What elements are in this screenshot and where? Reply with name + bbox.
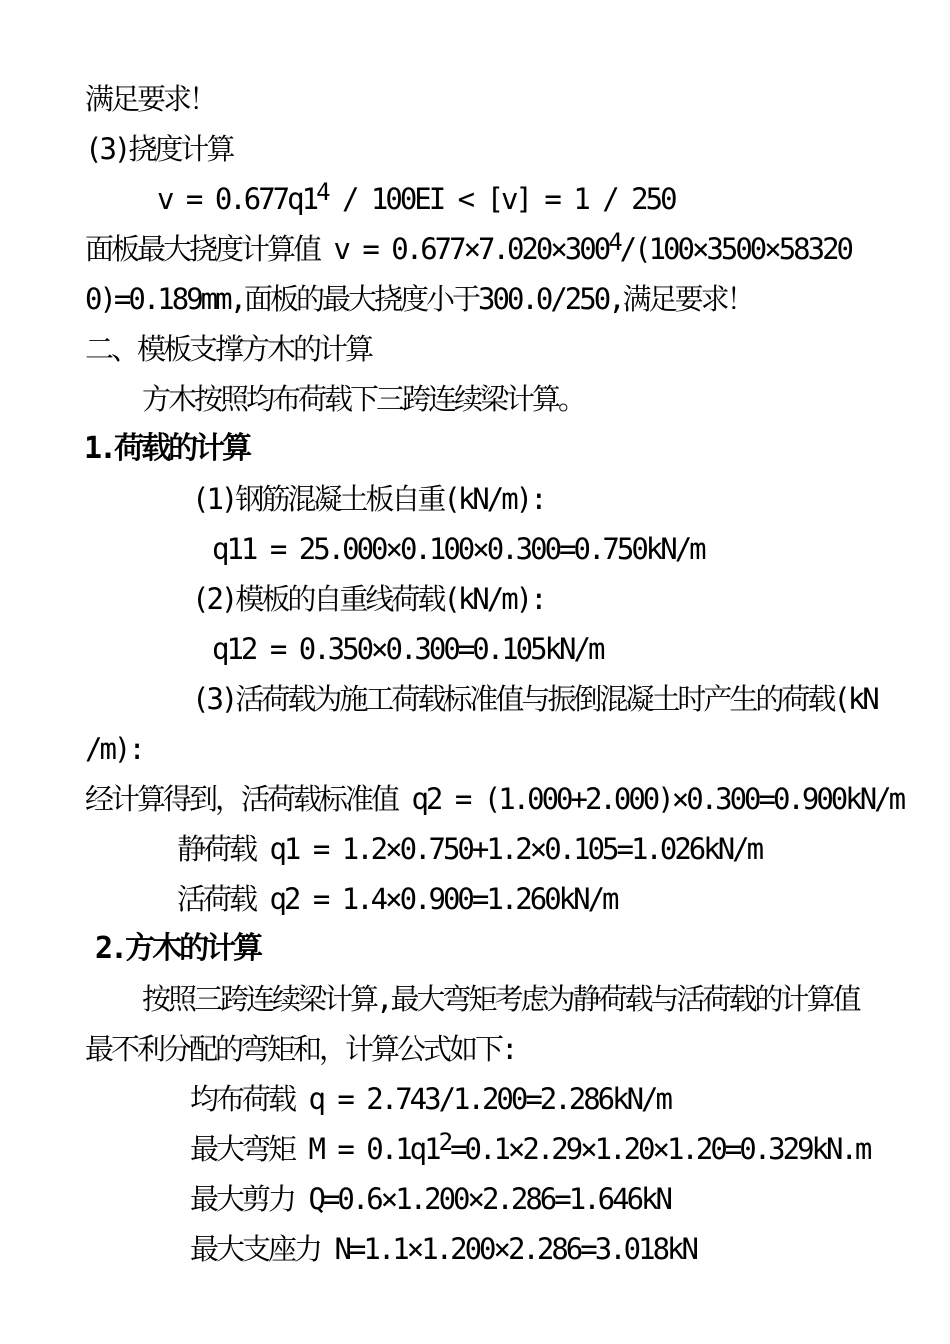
line-text: 2.方木的计算 (95, 931, 261, 966)
formula-dead-load-q1 (177, 834, 761, 864)
text-timber-beam-model (142, 384, 584, 414)
line-text: 方木按照均布荷载下三跨连续梁计算。 (142, 382, 585, 416)
formula-live-load-q2 (177, 884, 617, 914)
line-text: q11 = 25.000×0.100×0.300=0.750kN/m (212, 532, 704, 566)
formula-rest: =0.1×2.29×1.20×1.20=0.329kN.m (450, 1132, 870, 1166)
formula-live-load-standard (85, 784, 903, 814)
formula-max-moment (190, 1128, 870, 1166)
text-deflection-value-line2 (85, 284, 753, 314)
line-text: 最大剪力 Q=0.6×1.200×2.286=1.646kN (190, 1182, 670, 1216)
text-deflection-value-line1 (85, 228, 852, 266)
line-text: /m): (85, 732, 143, 766)
item-3-live-load-line1 (192, 684, 877, 714)
line-text: 二、模板支撑方木的计算 (85, 332, 372, 366)
line-text: 按照三跨连续梁计算,最大弯矩考虑为静荷载与活荷载的计算值 (142, 982, 859, 1016)
formula-max-support-force (190, 1234, 696, 1264)
formula-q11 (212, 534, 704, 564)
formula-uniform-load (190, 1084, 670, 1114)
text-three-span-line2 (85, 1034, 515, 1064)
heading-section2-timber-support (85, 334, 371, 364)
formula-rest: / 100EI < [v] = 1 / 250 (327, 182, 675, 216)
line-text: 均布荷载 q = 2.743/1.200=2.286kN/m (190, 1082, 670, 1116)
formula-rest: /(100×3500×58320 (619, 232, 852, 266)
line-text: (1)钢筋混凝土板自重(kN/m): (192, 482, 545, 516)
note-requirement-met (85, 84, 215, 114)
item-2-formwork-weight (192, 584, 545, 614)
line-text: 0)=0.189mm,面板的最大挠度小于300.0/250,满足要求！ (85, 282, 753, 316)
line-text: q12 = 0.350×0.300=0.105kN/m (212, 632, 603, 666)
line-text: 活荷载 q2 = 1.4×0.900=1.260kN/m (177, 882, 617, 916)
item-1-concrete-slab-weight (192, 484, 545, 514)
heading-deflection-calc (85, 134, 232, 164)
item-3-live-load-line2 (85, 734, 143, 764)
formula-base: v = 0.677q1 (157, 182, 317, 216)
superscript-exponent: 4 (608, 228, 620, 256)
formula-max-shear (190, 1184, 670, 1214)
line-text: 静荷载 q1 = 1.2×0.750+1.2×0.105=1.026kN/m (177, 832, 762, 866)
heading-2-timber-calc (95, 931, 261, 966)
line-text: 最大支座力 N=1.1×1.200×2.286=3.018kN (190, 1232, 696, 1266)
line-text: 1.荷载的计算 (84, 431, 250, 466)
superscript-exponent: 2 (438, 1128, 451, 1156)
line-text: (2)模板的自重线荷载(kN/m): (192, 582, 545, 616)
heading-1-load-calc (84, 431, 250, 466)
line-text: 经计算得到，活荷载标准值 q2 = (1.000+2.000)×0.300=0.900kN/m (85, 782, 904, 816)
formula-deflection-check (157, 178, 675, 216)
line-text: (3)活荷载为施工荷载标准值与振倒混凝土时产生的荷载(kN (192, 682, 877, 716)
line-text: (3)挠度计算 (85, 132, 233, 166)
formula-base: 最大弯矩 M = 0.1q1 (190, 1132, 439, 1166)
superscript-exponent: 4 (316, 178, 328, 206)
formula-q12 (212, 634, 602, 664)
line-text: 满足要求！ (85, 82, 216, 116)
formula-base: 面板最大挠度计算值 v = 0.677×7.020×300 (85, 232, 609, 266)
line-text: 最不利分配的弯矩和，计算公式如下: (85, 1032, 516, 1066)
text-three-span-line1 (142, 984, 858, 1014)
